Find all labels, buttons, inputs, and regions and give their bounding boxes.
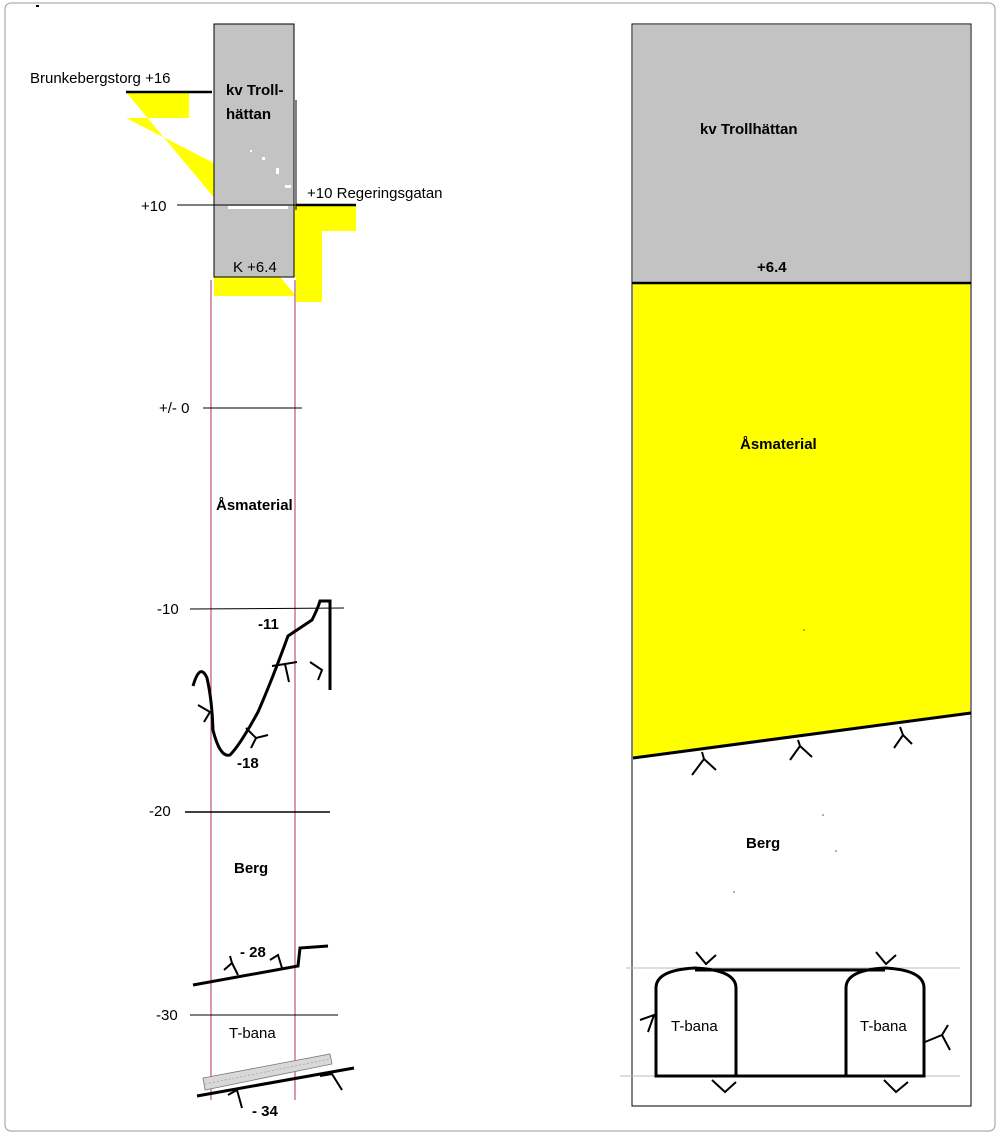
level-label-minus30: -30 — [156, 1007, 178, 1024]
left-soil-label: Åsmaterial — [216, 497, 293, 514]
level-label-minus20: -20 — [149, 803, 171, 820]
rock-level-18: -18 — [237, 755, 259, 772]
speckle — [228, 206, 288, 209]
dot — [733, 891, 735, 893]
right-building-label: kv Trollhättan — [700, 121, 798, 138]
right-rock-label: Berg — [746, 835, 781, 852]
speckle — [250, 150, 252, 152]
right-building — [633, 25, 970, 282]
left-rock-label: Berg — [234, 860, 269, 877]
rock-level-34: - 34 — [252, 1103, 278, 1120]
right-tunnel-left-label: T-bana — [671, 1018, 718, 1035]
corner-mark — [36, 5, 39, 7]
street-label-brunkebergstorg: Brunkebergstorg +16 — [30, 70, 171, 87]
street-label-regeringsgatan: +10 Regeringsgatan — [307, 185, 443, 202]
rock-level-28: - 28 — [240, 944, 266, 961]
right-tunnel-right-label: T-bana — [860, 1018, 907, 1035]
right-soil-label: Åsmaterial — [740, 436, 817, 453]
left-building-label-line1: kv Troll- — [226, 82, 284, 99]
level-label-zero: +/- 0 — [159, 400, 190, 417]
left-building-label-line2: hättan — [226, 106, 271, 123]
right-foundation-level: +6.4 — [757, 259, 787, 276]
speckle — [262, 157, 265, 160]
speckle — [276, 168, 279, 174]
left-tunnel-label: T-bana — [229, 1025, 276, 1042]
level-label-minus10: -10 — [157, 601, 179, 618]
right-section — [620, 24, 971, 1106]
left-foundation-level: K +6.4 — [233, 259, 277, 276]
speckle — [285, 185, 291, 188]
right-soil — [633, 283, 970, 758]
dot — [822, 814, 824, 816]
level-label-plus10: +10 — [141, 198, 167, 215]
left-building — [214, 24, 294, 277]
dot — [803, 629, 805, 631]
dot — [835, 850, 837, 852]
rock-level-11: -11 — [258, 616, 279, 633]
